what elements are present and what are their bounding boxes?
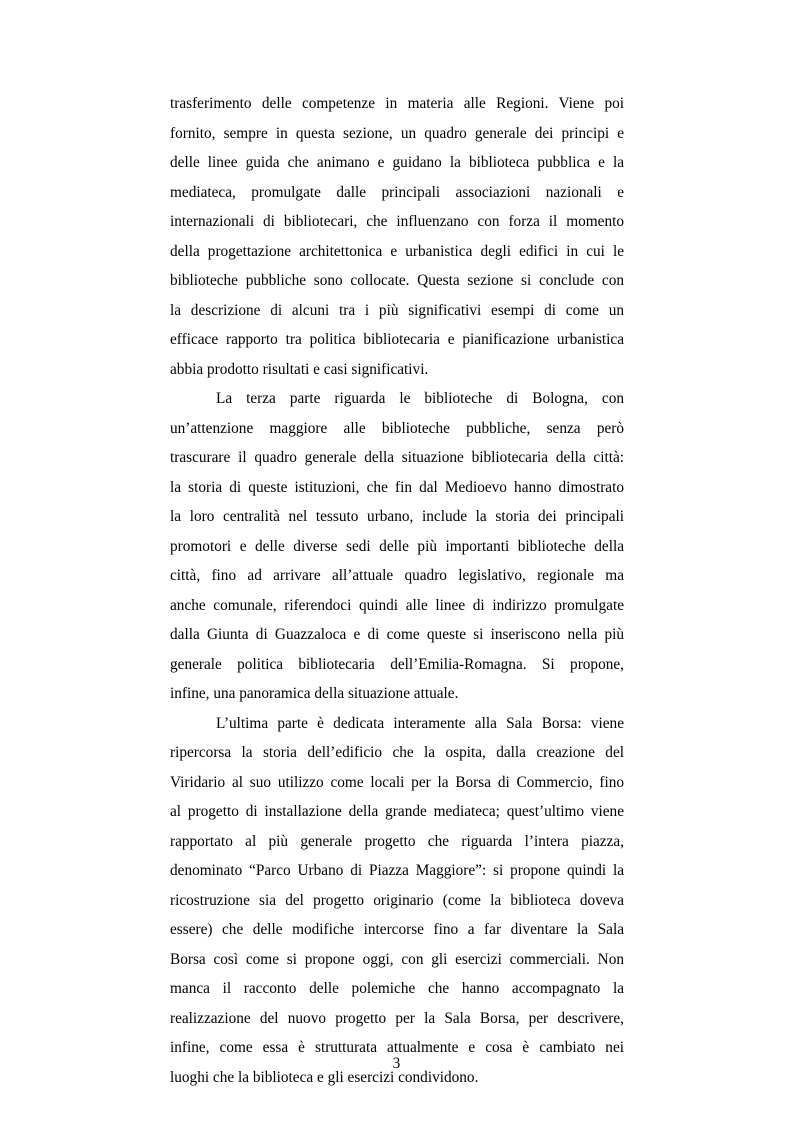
text-line: trascurare il quadro generale della situazione bibliotecaria della città:: [170, 449, 624, 466]
text-line: la loro centralità nel tessuto urbano, include la storia dei principali: [170, 508, 624, 525]
page-number: 3: [392, 1055, 401, 1072]
text-line: infine, come essa è strutturata attualmente e cosa è cambiato nei: [170, 1039, 624, 1056]
text-line: abbia prodotto risultati e casi significativi.: [170, 360, 429, 378]
paragraph: [170, 89, 624, 384]
text-line: trasferimento delle competenze in materia alle Regioni. Viene poi: [170, 95, 624, 112]
body-text: [170, 89, 624, 1092]
text-line: Borsa così come si propone oggi, con gli esercizi commerciali. Non: [170, 950, 624, 968]
paragraph: [170, 384, 624, 709]
text-line: Viridario al suo utilizzo come locali per la Borsa di Commercio, fino: [170, 773, 624, 791]
text-line: la descrizione di alcuni tra i più significativi esempi di come un: [170, 301, 624, 319]
text-line: luoghi che la biblioteca e gli esercizi condividono.: [170, 1068, 479, 1086]
text-line: generale politica bibliotecaria dell’Emilia-Romagna. Si propone,: [170, 655, 624, 673]
text-line: anche comunale, riferendoci quindi alle linee di indirizzo promulgate: [170, 596, 624, 614]
text-line: manca il racconto delle polemiche che hanno accompagnato la: [170, 980, 624, 997]
text-line: L’ultima parte è dedicata interamente alla Sala Borsa: viene: [216, 714, 624, 732]
text-line: biblioteche pubbliche sono collocate. Questa sezione si conclude con: [170, 272, 624, 289]
text-line: un’attenzione maggiore alle biblioteche pubbliche, senza però: [170, 419, 624, 437]
text-line: internazionali di bibliotecari, che influenzano con forza il momento: [170, 213, 624, 230]
text-line: al progetto di installazione della grande mediateca; quest’ultimo viene: [170, 803, 624, 820]
text-line: della progettazione architettonica e urbanistica degli edifici in cui le: [170, 242, 624, 260]
text-line: la storia di queste istituzioni, che fin dal Medioevo hanno dimostrato: [170, 478, 624, 496]
text-line: fornito, sempre in questa sezione, un quadro generale dei principi e: [170, 124, 624, 142]
text-line: denominato “Parco Urbano di Piazza Maggiore”: si propone quindi la: [170, 862, 624, 879]
text-line: essere) che delle modifiche intercorse fino a far diventare la Sala: [170, 921, 624, 938]
text-line: mediateca, promulgate dalle principali associazioni nazionali e: [170, 183, 624, 201]
text-line: ricostruzione sia del progetto originario (come la biblioteca doveva: [170, 891, 624, 909]
paragraph: [170, 709, 624, 1093]
text-line: efficace rapporto tra politica bibliotecaria e pianificazione urbanistica: [170, 331, 624, 348]
text-line: rapportato al più generale progetto che riguarda l’intera piazza,: [170, 832, 624, 850]
text-line: delle linee guida che animano e guidano la biblioteca pubblica e la: [170, 154, 624, 171]
text-line: dalla Giunta di Guazzaloca e di come queste si inseriscono nella più: [170, 626, 624, 643]
text-line: promotori e delle diverse sedi delle più importanti biblioteche della: [170, 537, 624, 555]
text-line: realizzazione del nuovo progetto per la Sala Borsa, per descrivere,: [170, 1009, 624, 1027]
text-line: La terza parte riguarda le biblioteche di Bologna, con: [216, 390, 624, 407]
text-line: infine, una panoramica della situazione attuale.: [170, 685, 459, 702]
text-line: ripercorsa la storia dell’edificio che la ospita, dalla creazione del: [170, 744, 624, 761]
text-line: città, fino ad arrivare all’attuale quadro legislativo, regionale ma: [170, 567, 624, 584]
